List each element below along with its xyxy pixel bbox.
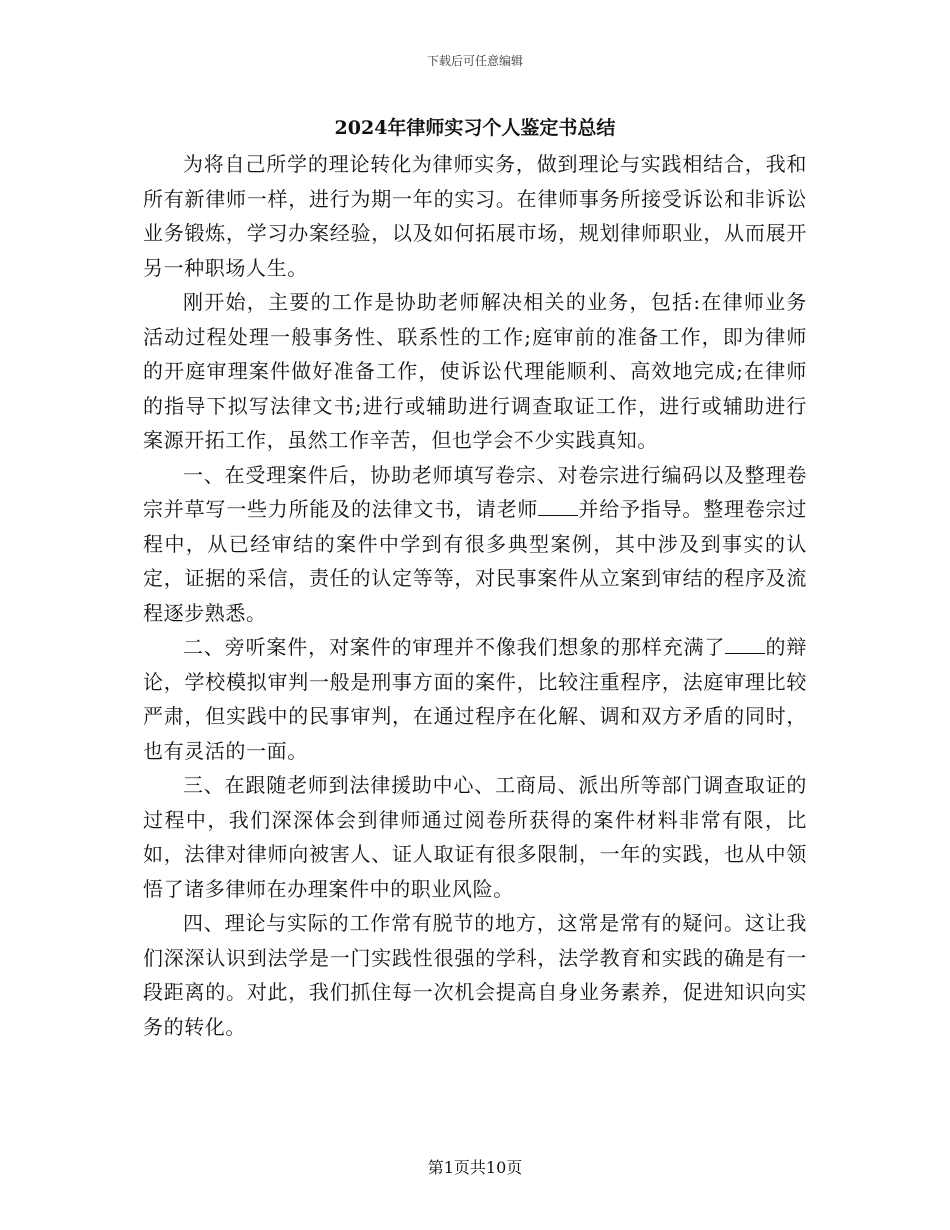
paragraph-intro bbox=[143, 147, 807, 285]
paragraph-text: 并给予指导。整理卷宗过程中，从已经审结的案件中学到有很多典型案例，其中涉及到事实的认定，证据的采信，责任的认定等等，对民事案件从立案到审结的程序及流程逐步熟悉。 bbox=[143, 497, 807, 625]
document-title: 2024年律师实习个人鉴定书总结 bbox=[334, 117, 616, 139]
paragraph-text: 为将自己所学的理论转化为律师实务，做到理论与实践相结合，我和所有新律师一样，进行为期一年的实习。在律师事务所接受诉讼和非诉讼业务锻炼，学习办案经验，以及如何拓展市场，规划律师职业，从而展开另一种职场人生。 bbox=[143, 152, 807, 280]
paragraph-point-three bbox=[143, 768, 807, 906]
paragraph-text: 二、旁听案件，对案件的审理并不像我们想象的那样充满了 bbox=[183, 635, 726, 659]
paragraph-initial-work bbox=[143, 285, 807, 458]
fill-in-blank bbox=[725, 635, 765, 654]
paragraph-point-four bbox=[143, 906, 807, 1044]
paragraph-text: 四、理论与实际的工作常有脱节的地方，这常是常有的疑问。这让我们深深认识到法学是一门实践性很强的学科，法学教育和实践的确是有一段距离的。对此，我们抓住每一次机会提高自身业务素养，促进知识向实务的转化。 bbox=[143, 911, 807, 1039]
paragraph-point-two bbox=[143, 630, 807, 768]
paragraph-text: 的辩论，学校模拟审判一般是刑事方面的案件，比较注重程序，法庭审理比较严肃，但实践中的民事审判，在通过程序在化解、调和双方矛盾的同时，也有灵活的一面。 bbox=[143, 635, 807, 763]
fill-in-blank bbox=[538, 497, 578, 516]
paragraph-text: 一、在受理案件后，协助老师填写卷宗、对卷宗进行编码以及整理卷宗并草写一些力所能及的法律文书，请老师 bbox=[143, 462, 807, 521]
document-body bbox=[143, 147, 807, 1044]
paragraph-text: 三、在跟随老师到法律援助中心、工商局、派出所等部门调查取证的过程中，我们深深体会到律师通过阅卷所获得的案件材料非常有限，比如，法律对律师向被害人、证人取证有很多限制，一年的实践，也从中领悟了诸多律师在办理案件中的职业风险。 bbox=[143, 773, 807, 901]
paragraph-text: 刚开始，主要的工作是协助老师解决相关的业务，包括:在律师业务活动过程处理一般事务性、联系性的工作;庭审前的准备工作，即为律师的开庭审理案件做好准备工作，使诉讼代理能顺利、高效地完成;在律师的指导下拟写法律文书;进行或辅助进行调查取证工作，进行或辅助进行案源开拓工作，虽然工作辛苦，但也学会不少实践真知。 bbox=[143, 290, 807, 452]
header-note: 下载后可任意编辑 bbox=[426, 54, 523, 68]
page-number-footer: 第1页共10页 bbox=[427, 1158, 523, 1177]
paragraph-point-one bbox=[143, 458, 807, 631]
